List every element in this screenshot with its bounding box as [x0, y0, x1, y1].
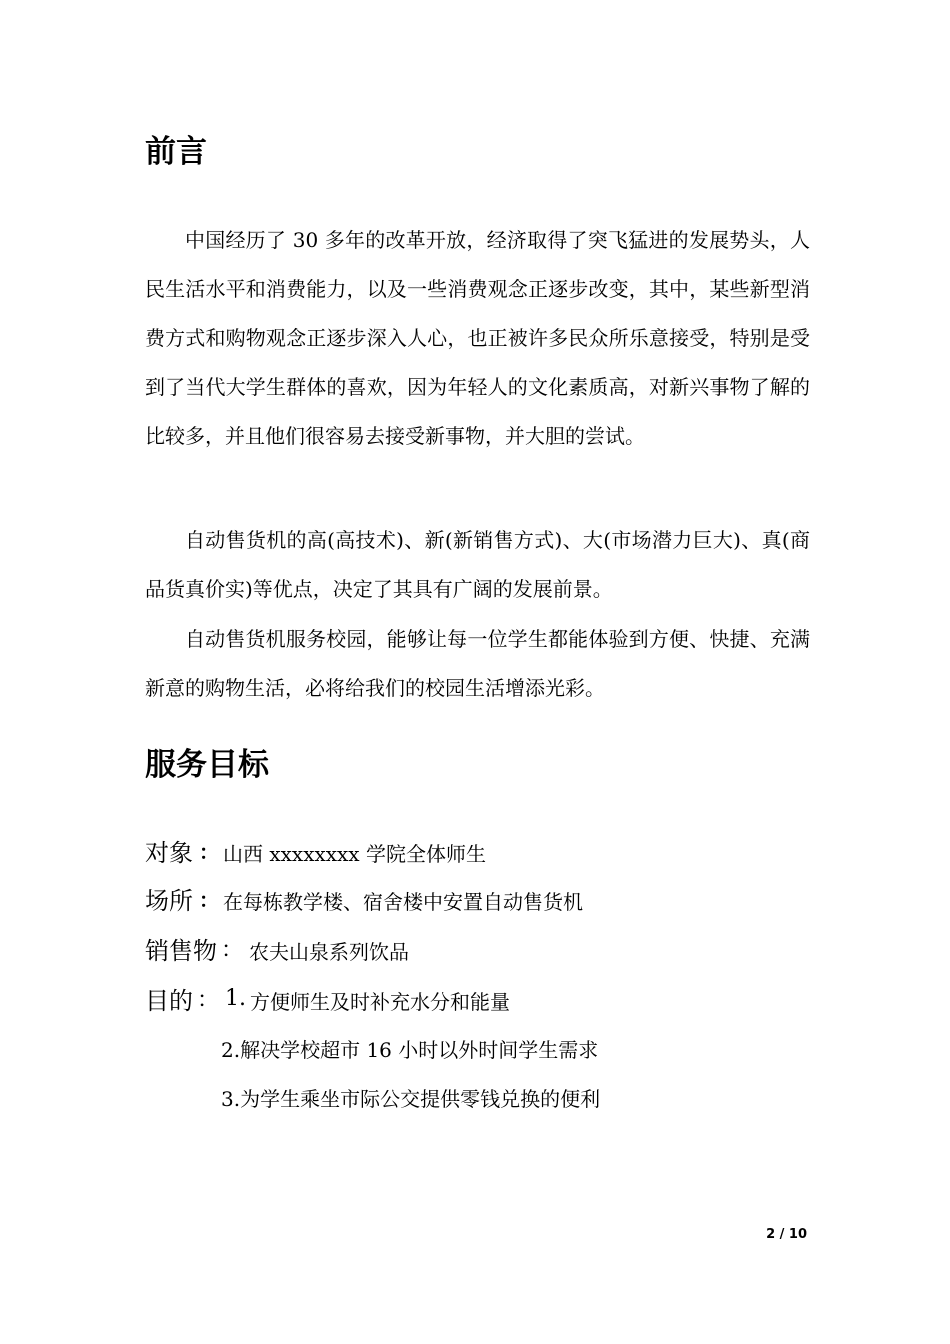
purpose-item-2-text: 解决学校超市 16 小时以外时间学生需求	[240, 1038, 599, 1062]
goal-label-target: 对象	[145, 838, 193, 867]
goal-row-purpose	[145, 978, 510, 1018]
goal-label-purpose: 目的	[145, 986, 193, 1015]
goal-row-place	[145, 878, 583, 918]
purpose-item-2-number: 2.	[221, 1038, 241, 1062]
purpose-item-3-text: 为学生乘坐市际公交提供零钱兑换的便利	[240, 1087, 601, 1111]
goal-value-target: 山西 xxxxxxxx 学院全体师生	[223, 841, 486, 866]
preface-paragraph-3: 自动售货机服务校园，能够让每一位学生都能体验到方便、快捷、充满新意的购物生活，必将给我们的校园生活增添光彩。	[145, 627, 810, 700]
section-title-goals: 服务目标	[145, 747, 269, 783]
goal-label-goods: 销售物	[145, 936, 217, 965]
goal-value-goods: 农夫山泉系列饮品	[249, 939, 410, 964]
purpose-item-3	[221, 1079, 600, 1119]
goal-label-place: 场所	[145, 886, 193, 915]
goal-colon: ：	[199, 839, 219, 864]
section-title-preface: 前言	[145, 134, 207, 170]
page-number: 2 / 10	[766, 1227, 807, 1242]
preface-paragraph-2: 自动售货机的高(高技术)、新(新销售方式)、大(市场潜力巨大)、真(商品货真价实)等优点，决定了其具有广阔的发展前景。	[145, 528, 810, 601]
goal-colon: ：	[197, 987, 220, 1013]
goal-row-target	[145, 830, 486, 870]
preface-paragraph-1: 中国经历了 30 多年的改革开放，经济取得了突飞猛进的发展势头，人民生活水平和消费能力，以及一些消费观念正逐步改变，其中，某些新型消费方式和购物观念正逐步深入人心，也正被许多民众所乐意接受，特别是受到了当代大学生群体的喜欢，因为年轻人的文化素质高，对新兴事物了解的比较多，并且他们很容易去接受新事物，并大胆的尝试。	[145, 228, 810, 448]
purpose-item-3-number: 3.	[221, 1087, 241, 1111]
goal-colon: ：	[199, 887, 219, 912]
goal-colon: ：	[221, 937, 244, 963]
purpose-item-1-number: 1.	[225, 985, 247, 1011]
goal-row-goods	[145, 928, 409, 968]
purpose-item-2	[221, 1030, 598, 1070]
goal-value-place: 在每栋教学楼、宿舍楼中安置自动售货机	[223, 889, 583, 914]
purpose-item-1-text: 方便师生及时补充水分和能量	[250, 989, 511, 1014]
